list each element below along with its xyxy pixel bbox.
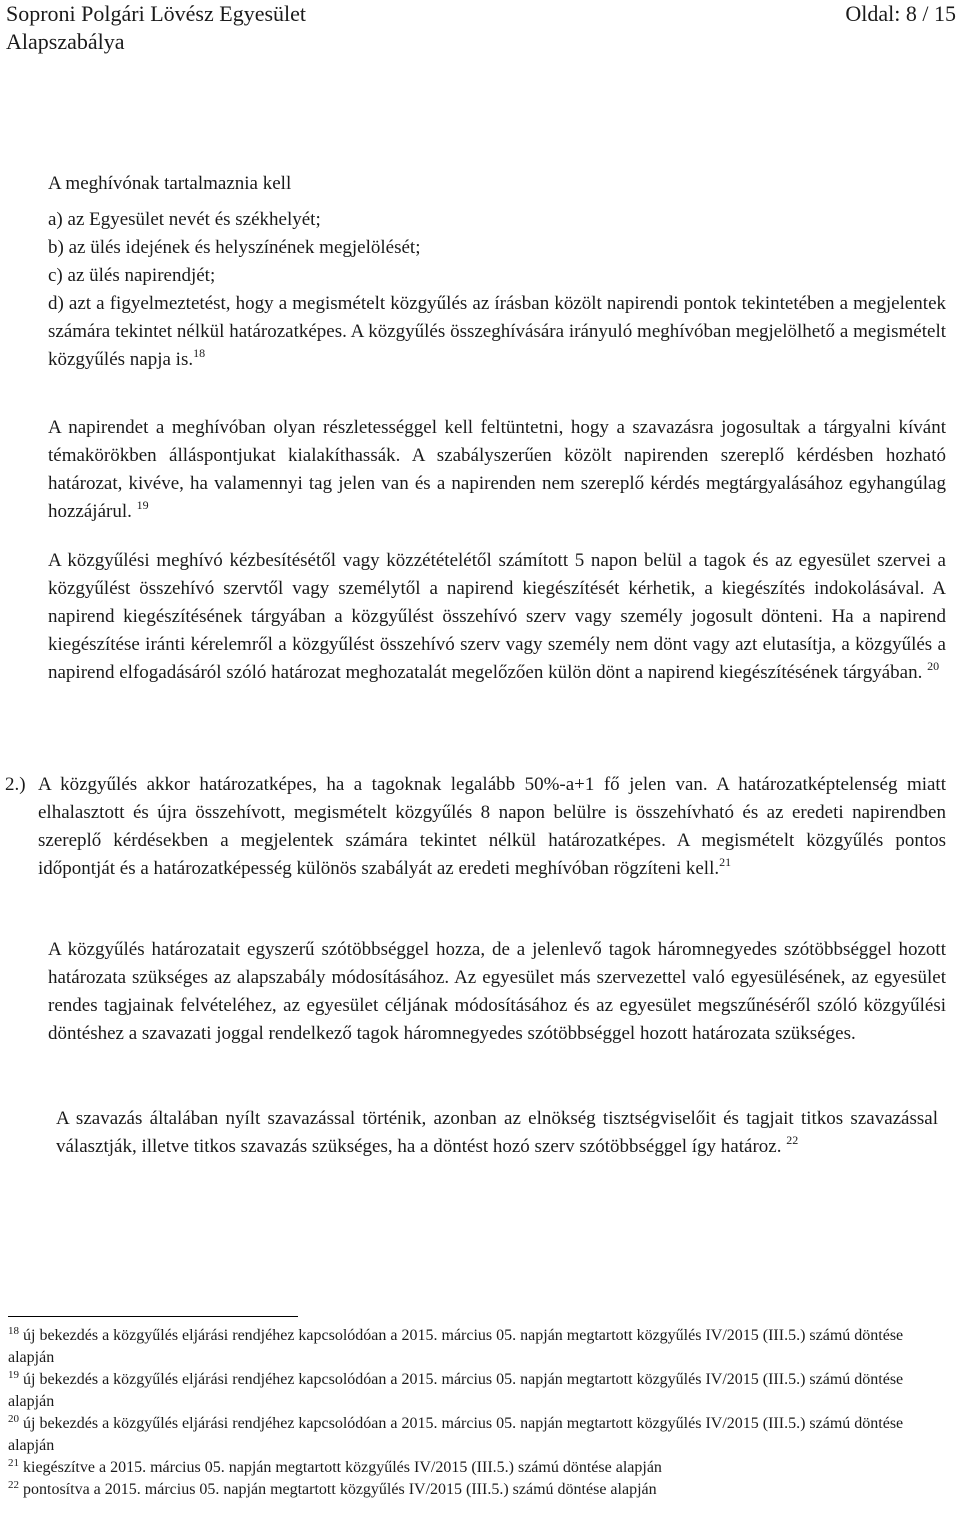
footnote-text: kiegészítve a 2015. március 05. napján megtartott közgyűlés IV/2015 (III.5.) számú döntése alapján <box>23 1459 662 1476</box>
footnote-text: új bekezdés a közgyűlés eljárási rendjéhez kapcsolódóan a 2015. március 05. napján megtartott közgyűlés IV/2015 (III.5.) számú döntése alapján <box>8 1415 904 1454</box>
footnote-ref: 20 <box>927 659 940 673</box>
footnote-text: pontosítva a 2015. március 05. napján megtartott közgyűlés IV/2015 (III.5.) számú döntése alapján <box>23 1481 657 1498</box>
footnote-ref: 22 <box>786 1133 799 1147</box>
footnote-text: új bekezdés a közgyűlés eljárási rendjéhez kapcsolódóan a 2015. március 05. napján megtartott közgyűlés IV/2015 (III.5.) számú döntése alapján <box>8 1371 904 1410</box>
footnote-number: 21 <box>8 1457 19 1469</box>
paragraph-text: A közgyűlés határozatait egyszerű szótöbbséggel hozza, de a jelenlevő tagok háromnegyedes szótöbbséggel hozott határozata szükséges az alapszabály módosításához. Az egyesület más szervezettel való egyesülésének, az egyesület rendes tagjainak felvételéhez, az egyesület céljának módosításához és az egyesület megszűnéséről szóló közgyűlési döntéshez a szavazati joggal rendelkező tagok háromnegyedes szótöbbséggel hozott határozata szükséges. <box>48 939 946 1044</box>
paragraph-agenda <box>48 414 946 526</box>
page-header <box>6 0 956 56</box>
item-number: 2.) <box>5 774 26 795</box>
list-item-a: a) az Egyesület nevét és székhelyét; <box>48 209 321 230</box>
invitation-requirements <box>48 170 946 374</box>
paragraph-voting <box>56 1105 938 1161</box>
footnote-number: 20 <box>8 1413 19 1425</box>
paragraph-majority <box>48 936 946 1048</box>
footnote <box>8 1369 940 1413</box>
intro-line: A meghívónak tartalmaznia kell <box>48 173 292 194</box>
footnote <box>8 1413 940 1457</box>
footnote-ref: 19 <box>136 498 149 512</box>
footnote-number: 18 <box>8 1325 19 1337</box>
footnote-text: új bekezdés a közgyűlés eljárási rendjéhez kapcsolódóan a 2015. március 05. napján megtartott közgyűlés IV/2015 (III.5.) számú döntése alapján <box>8 1327 904 1366</box>
header-row <box>6 0 956 28</box>
paragraph-text: A napirendet a meghívóban olyan részletességgel kell feltüntetni, hogy a szavazásra jogosultak a tárgyalni kívánt témakörökben álláspontjukat kialakíthassák. A szabályszerűen közölt napirenden szereplő kérdésben hozható határozat, kivéve, ha valamennyi tag jelen van és a napirenden nem szereplő kérdés megtárgyalásához egyhangúlag hozzájárul. <box>48 417 946 522</box>
footnote <box>8 1457 940 1479</box>
footnote-number: 19 <box>8 1369 19 1381</box>
list-item-d-text: d) azt a figyelmeztetést, hogy a megismételt közgyűlés az írásban közölt napirendi pontok tekintetében a megjelentek számára tekintet nélkül határozatképes. A közgyűlés összeghívására irányuló meghívóban megjelölhető a megismételt közgyűlés napja is. <box>48 293 946 370</box>
list-item-b: b) az ülés idejének és helyszínének megjelölését; <box>48 237 421 258</box>
list-item-d <box>48 290 946 374</box>
organization-name: Soproni Polgári Lövész Egyesület <box>6 1 307 26</box>
paragraph-text: A közgyűlés akkor határozatképes, ha a tagoknak legalább 50%-a+1 fő jelen van. A határozatképtelenség miatt elhalasztott és újra összehívott, megismételt közgyűlés 8 napon belülre is összehívható és az eredeti napirendben szereplő kérdésekben a megjelentek számára tekintet nélkül határozatképes. A megismételt közgyűlés pontos időpontját és a határozatképesség különös szabályát az eredeti meghívóban rögzíteni kell. <box>38 774 946 879</box>
footnote-number: 22 <box>8 1479 19 1491</box>
footnotes <box>8 1325 940 1501</box>
footnote <box>8 1325 940 1369</box>
footnote-ref: 21 <box>719 855 732 869</box>
page-number: Oldal: 8 / 15 <box>845 1 956 26</box>
paragraph-text: A közgyűlési meghívó kézbesítésétől vagy közzétételétől számított 5 napon belül a tagok és az egyesület szervei a közgyűlést összehívó szervtől vagy személytől a napirend kiegészítését kérhetik, a kiegészítés indokolásával. A napirend kiegészítésének tárgyában a közgyűlést összehívó szerv vagy személy jogosult dönteni. Ha a napirend kiegészítése iránti kérelemről a közgyűlést összehívó szerv vagy személy nem dönt vagy azt elutasítja, a közgyűlés a napirend elfogadásáról szóló határozat meghozatalát megelőzően külön dönt a napirend kiegészítésének tárgyában. <box>48 550 946 683</box>
paragraph-quorum <box>38 771 946 883</box>
paragraph-agenda-supplement <box>48 547 946 687</box>
list-item-c: c) az ülés napirendjét; <box>48 265 216 286</box>
footnote-separator <box>8 1316 298 1317</box>
footnote <box>8 1479 940 1501</box>
document-subtitle: Alapszabálya <box>6 29 125 54</box>
paragraph-text: A szavazás általában nyílt szavazással történik, azonban az elnökség tisztségviselőit és tagjait titkos szavazással választják, illetve titkos szavazás szükséges, ha a döntést hozó szerv szótöbbséggel így határoz. <box>56 1108 938 1157</box>
footnote-ref: 18 <box>193 346 206 360</box>
